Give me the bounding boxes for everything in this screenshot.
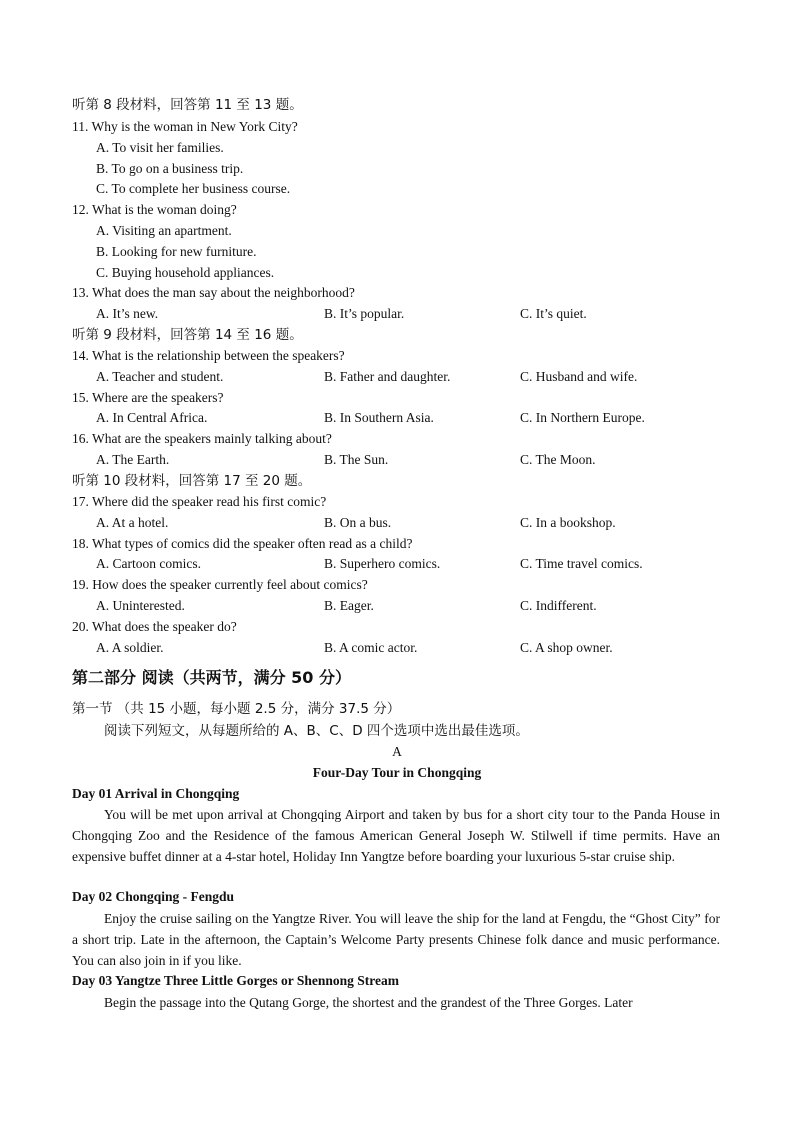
part-title: 第二部分 阅读（共两节，满分 50 分） xyxy=(72,668,351,687)
option-c: C. A shop owner. xyxy=(520,640,613,655)
passage-title: Four-Day Tour in Chongqing xyxy=(312,765,482,780)
section-subtitle: 第一节 （共 15 小题，每小题 2.5 分，满分 37.5 分） xyxy=(72,701,401,717)
option-a: A. To visit her families. xyxy=(96,140,224,155)
option-b: B. A comic actor. xyxy=(324,640,418,655)
option-a: A. Visiting an apartment. xyxy=(96,223,232,238)
day-paragraph: Begin the passage into the Qutang Gorge, the shortest and the grandest of the Three Gorges. Later xyxy=(104,995,633,1010)
option-b: B. Looking for new furniture. xyxy=(96,244,257,259)
question-stem: 11. Why is the woman in New York City? xyxy=(72,119,298,134)
option-a: A. It’s new. xyxy=(96,306,159,321)
question-stem: 20. What does the speaker do? xyxy=(72,619,237,634)
option-b: B. It’s popular. xyxy=(324,306,405,321)
question-stem: 18. What types of comics did the speaker often read as a child? xyxy=(72,536,413,551)
option-b: B. Father and daughter. xyxy=(324,369,451,384)
question-stem: 14. What is the relationship between the speakers? xyxy=(72,348,345,363)
day-heading: Day 01 Arrival in Chongqing xyxy=(72,786,240,801)
option-a: A. A soldier. xyxy=(96,640,164,655)
question-stem: 12. What is the woman doing? xyxy=(72,202,237,217)
question-stem: 19. How does the speaker currently feel about comics? xyxy=(72,577,368,592)
day-heading: Day 03 Yangtze Three Little Gorges or Shennong Stream xyxy=(72,973,399,988)
section-heading: 听第 8 段材料，回答第 11 至 13 题。 xyxy=(72,97,303,113)
option-c: C. In Northern Europe. xyxy=(520,410,645,425)
day-heading: Day 02 Chongqing - Fengdu xyxy=(72,889,235,904)
option-c: C. In a bookshop. xyxy=(520,515,616,530)
option-c: C. Indifferent. xyxy=(520,598,597,613)
option-a: A. Teacher and student. xyxy=(96,369,224,384)
option-c: C. Buying household appliances. xyxy=(96,265,275,280)
section-heading: 听第 9 段材料，回答第 14 至 16 题。 xyxy=(72,327,303,343)
question-stem: 15. Where are the speakers? xyxy=(72,390,224,405)
option-b: B. To go on a business trip. xyxy=(96,161,244,176)
question-stem: 17. Where did the speaker read his first comic? xyxy=(72,494,327,509)
option-c: C. Time travel comics. xyxy=(520,556,643,571)
question-stem: 16. What are the speakers mainly talking about? xyxy=(72,431,332,446)
option-a: A. The Earth. xyxy=(96,452,170,467)
question-stem: 13. What does the man say about the neighborhood? xyxy=(72,285,355,300)
day-paragraph: Enjoy the cruise sailing on the Yangtze River. You will leave the ship for the land at Fengdu, the “Ghost City” for a short trip. Late in the afternoon, the Captain’s Welcome Party presents Chinese folk dance and music performance. You can also join in if you like. xyxy=(72,911,720,968)
option-a: A. In Central Africa. xyxy=(96,410,208,425)
option-b: B. Eager. xyxy=(324,598,374,613)
option-b: B. On a bus. xyxy=(324,515,392,530)
option-b: B. The Sun. xyxy=(324,452,389,467)
option-c: C. It’s quiet. xyxy=(520,306,587,321)
passage-letter: A xyxy=(392,744,402,759)
option-c: C. The Moon. xyxy=(520,452,596,467)
option-b: B. In Southern Asia. xyxy=(324,410,434,425)
instruction-text: 阅读下列短文，从每题所给的 A、B、C、D 四个选项中选出最佳选项。 xyxy=(104,723,529,739)
option-a: A. At a hotel. xyxy=(96,515,169,530)
option-b: B. Superhero comics. xyxy=(324,556,441,571)
day-paragraph: You will be met upon arrival at Chongqing Airport and taken by bus for a short city tour to the Panda House in Chongqing Zoo and the Residence of the famous American General Joseph W. Stilwell if time permits. Have an expensive buffet dinner at a 4-star hotel, Holiday Inn Yangtze before boarding your luxurious 5-star cruise ship. xyxy=(72,807,720,864)
option-c: C. Husband and wife. xyxy=(520,369,638,384)
section-heading: 听第 10 段材料，回答第 17 至 20 题。 xyxy=(72,473,312,489)
option-c: C. To complete her business course. xyxy=(96,181,291,196)
option-a: A. Uninterested. xyxy=(96,598,185,613)
option-a: A. Cartoon comics. xyxy=(96,556,201,571)
